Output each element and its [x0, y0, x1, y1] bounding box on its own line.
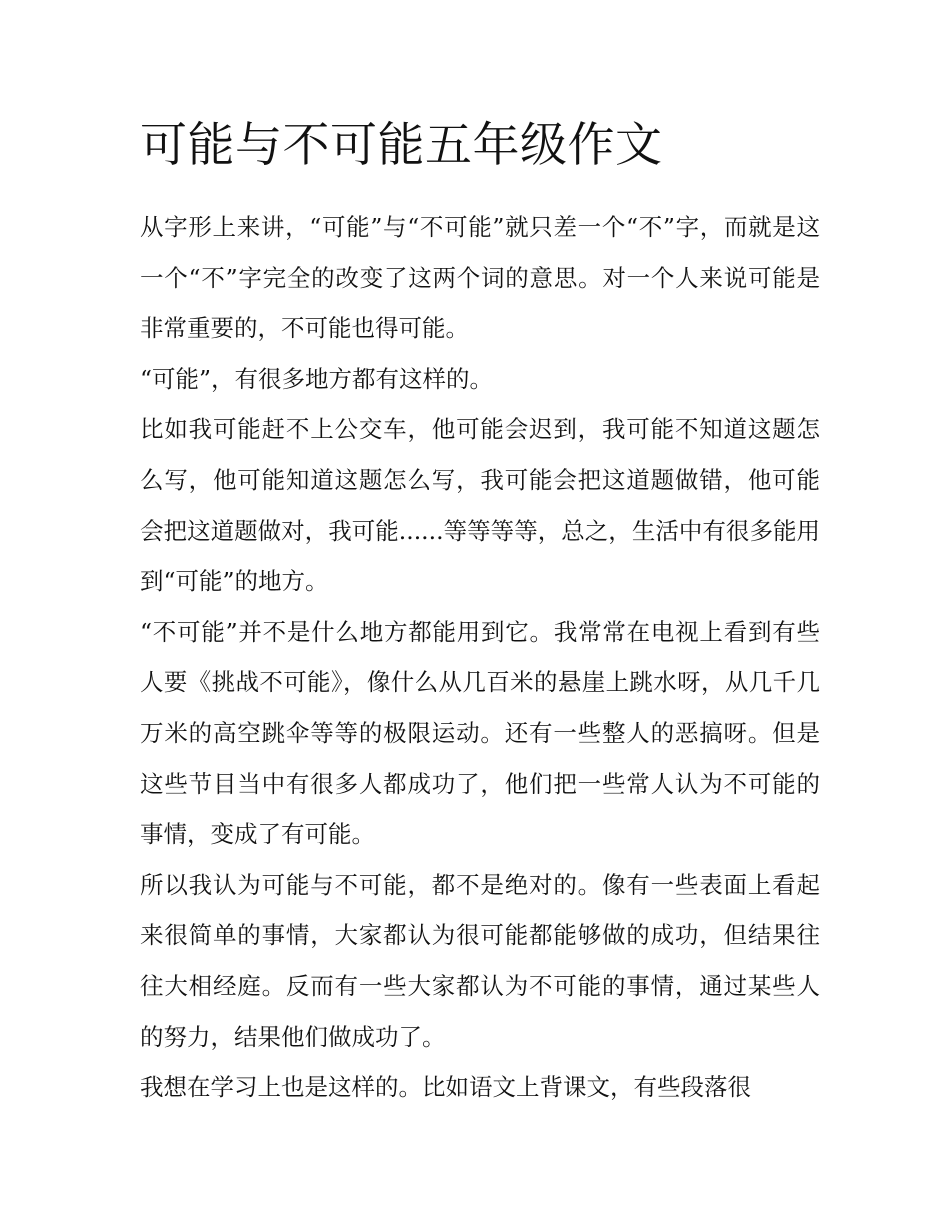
paragraph-study: 我想在学习上也是这样的。比如语文上背课文，有些段落很 [140, 1073, 751, 1102]
document-page [140, 112, 820, 1113]
document-title: 可能与不可能五年级作文 [140, 118, 663, 173]
paragraph-examples: 比如我可能赶不上公交车，他可能会迟到，我可能不知道这题怎么写，他可能知道这题怎么写，我可能会把这道题做错，他可能会把这道题做对，我可能......等等等等，总之，生活中有很多能用到“可能”的地方。 [140, 415, 820, 596]
paragraph-intro: 从字形上来讲，“可能”与“不可能”就只差一个“不”字，而就是这一个“不”字完全的改变了这两个词的意思。对一个人来说可能是非常重要的，不可能也得可能。 [140, 213, 820, 343]
paragraph-possible: “可能”，有很多地方都有这样的。 [140, 364, 494, 393]
paragraph-impossible: “不可能”并不是什么地方都能用到它。我常常在电视上看到有些人要《挑战不可能》，像什么从几百米的悬崖上跳水呀，从几千几万米的高空跳伞等等的极限运动。还有一些整人的恶搞呀。但是这些节目当中有很多人都成功了，他们把一些常人认为不可能的事情，变成了有可能。 [140, 617, 820, 849]
paragraph-conclusion: 所以我认为可能与不可能，都不是绝对的。像有一些表面上看起来很简单的事情，大家都认为很可能都能够做的成功，但结果往往大相经庭。反而有一些大家都认为不可能的事情，通过某些人的努力，结果他们做成功了。 [140, 870, 820, 1051]
document-body [140, 202, 820, 1113]
